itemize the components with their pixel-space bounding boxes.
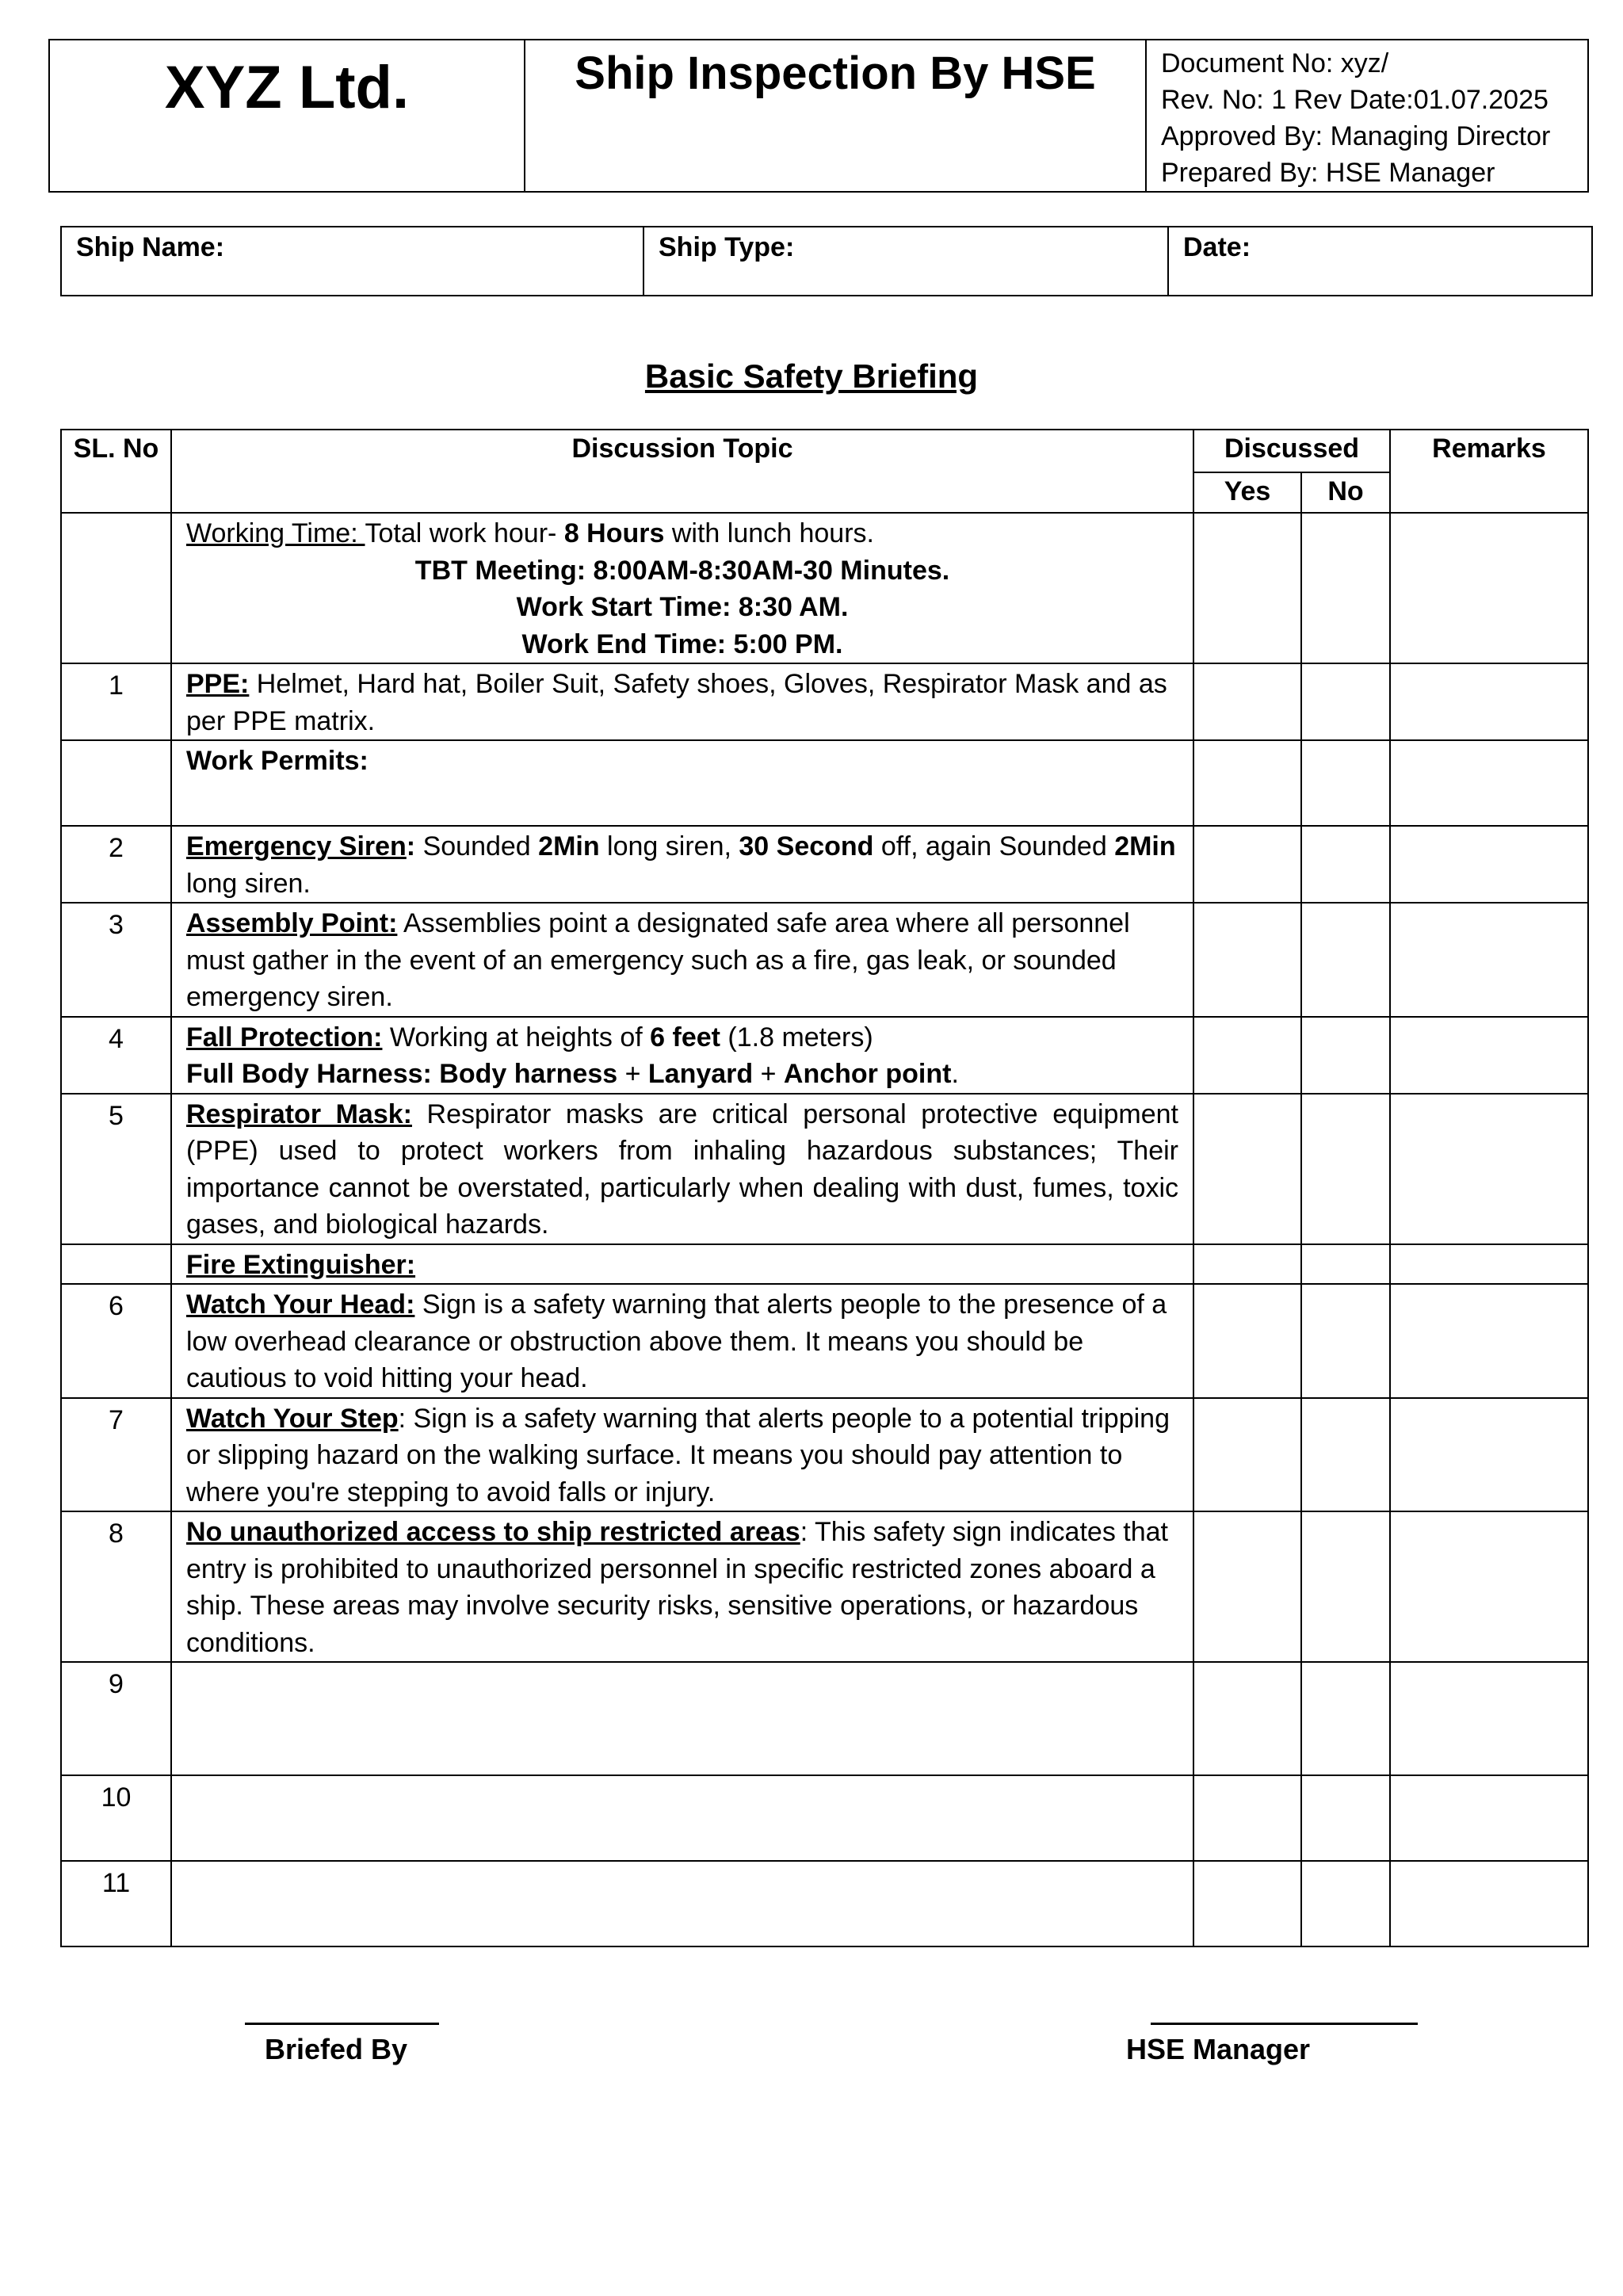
header-discussed: Discussed bbox=[1193, 430, 1390, 472]
header-yes: Yes bbox=[1193, 472, 1301, 513]
briefed-by-signature-line[interactable] bbox=[245, 2023, 439, 2025]
table-row bbox=[61, 1284, 1588, 1398]
topic-text: : This safety sign indicates that entry is prohibited to unauthorized personnel in specific restricted zones aboard a ship. These areas may involve security risks, sensitive operations, or hazardous conditions. bbox=[186, 1517, 1168, 1658]
remarks-cell[interactable] bbox=[1390, 903, 1588, 1017]
table-row bbox=[61, 1511, 1588, 1662]
table-row bbox=[61, 1775, 1588, 1861]
topic-text: (1.8 meters) bbox=[720, 1022, 873, 1052]
topic-text: with lunch hours. bbox=[664, 518, 874, 548]
topic-label: No unauthorized access to ship restricted areas bbox=[186, 1517, 800, 1547]
document-number: Document No: xyz/ bbox=[1161, 48, 1389, 78]
topic-bold-text: 2Min bbox=[1114, 831, 1176, 861]
no-checkbox-cell[interactable] bbox=[1301, 1284, 1390, 1398]
row-sl-number bbox=[61, 1244, 171, 1285]
row-topic[interactable] bbox=[171, 1861, 1193, 1946]
document-header bbox=[48, 39, 1589, 193]
topic-bold-text: 2Min bbox=[538, 831, 600, 861]
row-sl-number: 11 bbox=[61, 1861, 171, 1946]
yes-checkbox-cell[interactable] bbox=[1193, 663, 1301, 740]
table-row bbox=[61, 740, 1588, 826]
topic-text: Helmet, Hard hat, Boiler Suit, Safety shoes, Gloves, Respirator Mask and as per PPE matrix. bbox=[186, 669, 1167, 736]
topic-text: off, again Sounded bbox=[873, 831, 1115, 861]
row-topic bbox=[171, 740, 1193, 826]
tbt-meeting: TBT Meeting: 8:00AM-8:30AM-30 Minutes. bbox=[414, 555, 950, 586]
yes-checkbox-cell[interactable] bbox=[1193, 1662, 1301, 1775]
table-row bbox=[61, 1398, 1588, 1512]
plus-sign: + bbox=[617, 1059, 648, 1089]
topic-bold-text: 8 Hours bbox=[563, 518, 665, 548]
row-topic bbox=[171, 513, 1193, 663]
briefing-table bbox=[60, 429, 1589, 1947]
remarks-cell[interactable] bbox=[1390, 1398, 1588, 1512]
yes-checkbox-cell[interactable] bbox=[1193, 740, 1301, 826]
work-start-time: Work Start Time: 8:30 AM. bbox=[516, 592, 849, 622]
no-checkbox-cell[interactable] bbox=[1301, 903, 1390, 1017]
row-sl-number: 7 bbox=[61, 1398, 171, 1512]
revision-info: Rev. No: 1 Rev Date:01.07.2025 bbox=[1161, 85, 1549, 115]
header-discussion-topic: Discussion Topic bbox=[171, 430, 1193, 513]
remarks-cell[interactable] bbox=[1390, 1775, 1588, 1861]
row-sl-number: 8 bbox=[61, 1511, 171, 1662]
topic-label: Emergency Siren bbox=[186, 831, 407, 861]
header-no: No bbox=[1301, 472, 1390, 513]
topic-colon: : bbox=[406, 831, 416, 861]
topic-text: Total work hour- bbox=[365, 518, 564, 548]
yes-checkbox-cell[interactable] bbox=[1193, 1244, 1301, 1285]
row-topic bbox=[171, 1284, 1193, 1398]
table-row bbox=[61, 1094, 1588, 1244]
work-end-time: Work End Time: 5:00 PM. bbox=[521, 628, 843, 659]
no-checkbox-cell[interactable] bbox=[1301, 1017, 1390, 1094]
ship-type-field[interactable] bbox=[643, 227, 1168, 296]
yes-checkbox-cell[interactable] bbox=[1193, 1094, 1301, 1244]
lanyard-text: Lanyard bbox=[647, 1059, 754, 1089]
no-checkbox-cell[interactable] bbox=[1301, 826, 1390, 903]
topic-text: long siren. bbox=[186, 868, 311, 899]
company-name: XYZ Ltd. bbox=[49, 40, 525, 192]
topic-label: Work Permits: bbox=[186, 746, 369, 776]
remarks-cell[interactable] bbox=[1390, 1244, 1588, 1285]
no-checkbox-cell[interactable] bbox=[1301, 740, 1390, 826]
topic-text: Respirator masks are critical personal protective equipment (PPE) used to protect workers from inhaling hazardous substances; Their importance cannot be overstated, particularly when dealing with dust, fumes, toxic gases, and biological hazards. bbox=[186, 1098, 1178, 1240]
row-sl-number: 9 bbox=[61, 1662, 171, 1775]
date-label: Date: bbox=[1183, 232, 1251, 262]
yes-checkbox-cell[interactable] bbox=[1193, 903, 1301, 1017]
harness-text: Full Body Harness: Body harness bbox=[186, 1059, 618, 1089]
yes-checkbox-cell[interactable] bbox=[1193, 1398, 1301, 1512]
remarks-cell[interactable] bbox=[1390, 513, 1588, 663]
briefed-by-label: Briefed By bbox=[265, 2033, 408, 2065]
ship-name-label: Ship Name: bbox=[76, 232, 225, 262]
remarks-cell[interactable] bbox=[1390, 663, 1588, 740]
topic-label: Watch Your Step bbox=[186, 1403, 399, 1434]
remarks-cell[interactable] bbox=[1390, 826, 1588, 903]
row-topic bbox=[171, 826, 1193, 903]
remarks-cell[interactable] bbox=[1390, 1284, 1588, 1398]
row-sl-number: 2 bbox=[61, 826, 171, 903]
no-checkbox-cell[interactable] bbox=[1301, 1775, 1390, 1861]
yes-checkbox-cell[interactable] bbox=[1193, 1511, 1301, 1662]
table-row bbox=[61, 826, 1588, 903]
row-sl-number: 5 bbox=[61, 1094, 171, 1244]
row-sl-number: 6 bbox=[61, 1284, 171, 1398]
no-checkbox-cell[interactable] bbox=[1301, 1244, 1390, 1285]
topic-label: PPE: bbox=[186, 669, 250, 699]
topic-bold-text: 6 feet bbox=[650, 1022, 720, 1052]
no-checkbox-cell[interactable] bbox=[1301, 1094, 1390, 1244]
hse-manager-label: HSE Manager bbox=[1126, 2033, 1311, 2065]
no-checkbox-cell[interactable] bbox=[1301, 1662, 1390, 1775]
remarks-cell[interactable] bbox=[1390, 1017, 1588, 1094]
row-topic[interactable] bbox=[171, 1775, 1193, 1861]
topic-bold-text: 30 Second bbox=[739, 831, 874, 861]
table-row bbox=[61, 1861, 1588, 1946]
section-title: Basic Safety Briefing bbox=[644, 357, 979, 395]
form-title: Ship Inspection By HSE bbox=[525, 40, 1146, 192]
remarks-cell[interactable] bbox=[1390, 1662, 1588, 1775]
table-row bbox=[61, 1244, 1588, 1285]
row-topic bbox=[171, 1511, 1193, 1662]
topic-label: Respirator Mask: bbox=[186, 1098, 412, 1129]
table-row bbox=[61, 1017, 1588, 1094]
row-sl-number: 10 bbox=[61, 1775, 171, 1861]
ship-type-label: Ship Type: bbox=[659, 232, 795, 262]
topic-text: Working at heights of bbox=[382, 1022, 651, 1052]
topic-text: Sounded bbox=[415, 831, 539, 861]
yes-checkbox-cell[interactable] bbox=[1193, 1775, 1301, 1861]
row-topic bbox=[171, 1094, 1193, 1244]
remarks-cell[interactable] bbox=[1390, 1094, 1588, 1244]
row-sl-number: 4 bbox=[61, 1017, 171, 1094]
anchor-text: Anchor point bbox=[783, 1059, 952, 1089]
row-sl-number bbox=[61, 513, 171, 663]
ship-info-table bbox=[60, 226, 1593, 296]
row-topic bbox=[171, 1017, 1193, 1094]
topic-text: Sign is a safety warning that alerts people to the presence of a low overhead clearance or obstruction above them. It means you should be cautious to void hitting your head. bbox=[186, 1289, 1167, 1393]
table-row bbox=[61, 663, 1588, 740]
topic-label: Working Time: bbox=[186, 518, 365, 548]
yes-checkbox-cell[interactable] bbox=[1193, 826, 1301, 903]
row-topic bbox=[171, 663, 1193, 740]
topic-label: Fall Protection: bbox=[186, 1022, 383, 1052]
no-checkbox-cell[interactable] bbox=[1301, 1861, 1390, 1946]
row-sl-number: 3 bbox=[61, 903, 171, 1017]
document-meta bbox=[1146, 40, 1588, 192]
period: . bbox=[951, 1059, 959, 1089]
topic-text: : Sign is a safety warning that alerts people to a potential tripping or slipping hazard on the walking surface. It means you should pay attention to where you're stepping to avoid falls or injury. bbox=[186, 1403, 1170, 1507]
remarks-cell[interactable] bbox=[1390, 740, 1588, 826]
ship-name-field[interactable] bbox=[61, 227, 643, 296]
row-topic bbox=[171, 903, 1193, 1017]
prepared-by: Prepared By: HSE Manager bbox=[1161, 158, 1495, 188]
row-topic[interactable] bbox=[171, 1662, 1193, 1775]
table-row bbox=[61, 1662, 1588, 1775]
no-checkbox-cell[interactable] bbox=[1301, 663, 1390, 740]
table-row bbox=[61, 513, 1588, 663]
yes-checkbox-cell[interactable] bbox=[1193, 1284, 1301, 1398]
topic-label: Fire Extinguisher: bbox=[186, 1249, 416, 1280]
remarks-cell[interactable] bbox=[1390, 1861, 1588, 1946]
table-row bbox=[61, 903, 1588, 1017]
row-sl-number bbox=[61, 740, 171, 826]
topic-text: Assemblies point a designated safe area where all personnel must gather in the event of an emergency such as a fire, gas leak, or sounded emergency siren. bbox=[186, 908, 1130, 1012]
hse-manager-signature-line[interactable] bbox=[1151, 2023, 1418, 2025]
row-sl-number: 1 bbox=[61, 663, 171, 740]
approved-by: Approved By: Managing Director bbox=[1161, 121, 1551, 151]
topic-label: Assembly Point: bbox=[186, 908, 398, 938]
no-checkbox-cell[interactable] bbox=[1301, 513, 1390, 663]
header-sl-no: SL. No bbox=[61, 430, 171, 513]
no-checkbox-cell[interactable] bbox=[1301, 1511, 1390, 1662]
remarks-cell[interactable] bbox=[1390, 1511, 1588, 1662]
row-topic bbox=[171, 1244, 1193, 1285]
plus-sign: + bbox=[753, 1059, 784, 1089]
topic-text: long siren, bbox=[599, 831, 739, 861]
header-remarks: Remarks bbox=[1390, 430, 1588, 513]
yes-checkbox-cell[interactable] bbox=[1193, 513, 1301, 663]
yes-checkbox-cell[interactable] bbox=[1193, 1017, 1301, 1094]
row-topic bbox=[171, 1398, 1193, 1512]
topic-label: Watch Your Head: bbox=[186, 1289, 415, 1320]
date-field[interactable] bbox=[1168, 227, 1592, 296]
no-checkbox-cell[interactable] bbox=[1301, 1398, 1390, 1512]
yes-checkbox-cell[interactable] bbox=[1193, 1861, 1301, 1946]
